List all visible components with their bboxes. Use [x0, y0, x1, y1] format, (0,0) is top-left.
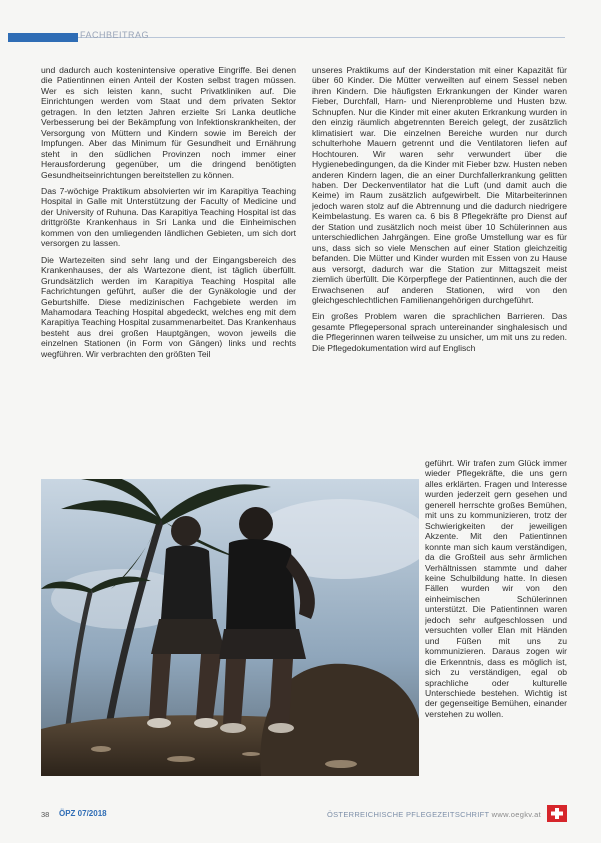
paragraph: Das 7-wöchige Praktikum absolvierten wir im Karapitiya Teaching Hospital in Galle mit Unterstützung der Faculty of Medicine und der University of Ruhuna. Das Karapitiya Teaching Hospital ist das drittgrößte Krankenhaus in Sri Lanka und die Einheimischen kommen von den umliegenden ländlichen Gebieten, um sich dort versorgen zu lassen. — [41, 185, 296, 249]
paragraph: Die Wartezeiten sind sehr lang und der Eingangsbereich des Krankenhauses, der als Wartezone dient, ist täglich überfüllt. Grundsätzlich werden im Karapitiya Teaching Hospital alle Fachrichtungen geführt, außer die der Gynäkologie und der Geburtshilfe. Diese medizinischen Fachgebiete werden im Mahamodara Teaching Hospital abgedeckt, welches eng mit dem Karapitiya Teaching Hospital zusammenarbeitet. Das Krankenhaus besteht aus drei großen Hauptgängen, wovon jeweils die einzelnen Stationen (in Form von Gängen) links und rechts wegführen. Wir verbrachten den größten Teil — [41, 254, 296, 359]
photo-two-people-palms — [41, 479, 419, 776]
page-number: 38 — [41, 810, 50, 819]
paragraph: geführt. Wir trafen zum Glück immer wieder Pflegekräfte, die uns gern alles erklärten. Fragen und Interesse wurden jederzeit gern gesehen und generell herrschte großes Bemühen, mit uns zu kommunizieren, trotz der Schwierigkeiten der jeweiligen Akzente. Mit den Patientinnen konnte man sich kaum verständigen, da die Großteil aus sehr ärmlichen Verhältnissen stammte und daher keine Schulbildung hatte. In diesen Fällen wurden wir von den einheimischen Schülerinnen unterstützt. Die Patientinnen waren jedoch sehr aufgeschlossen und versuchten voller Elan mit Händen und Füßen mit uns zu kommunizieren. Daraus zogen wir die Erkenntnis, dass es möglich ist, sich zu verständigen, egal ob sprachliche oder kulturelle Unterschiede bestehen. Wichtig ist der gegenseitige Bemühen, einander verstehen zu wollen. — [425, 458, 567, 719]
magazine-issue: ÖPZ 07/2018 — [59, 809, 107, 818]
photo-illustration — [41, 479, 419, 776]
journal-name: ÖSTERREICHISCHE PFLEGEZEITSCHRIFT — [327, 810, 490, 819]
cross-icon — [550, 807, 564, 820]
header-accent-bar — [8, 33, 78, 42]
page-footer — [41, 808, 567, 822]
right-column — [312, 65, 567, 458]
section-label: FACHBEITRAG — [80, 30, 150, 40]
left-column — [41, 65, 296, 475]
right-lower-column — [425, 458, 567, 778]
cross-logo-icon — [547, 805, 567, 822]
journal-url[interactable]: www.oegkv.at — [491, 810, 541, 819]
header-rule — [78, 37, 565, 38]
paragraph: und dadurch auch kostenintensive operative Eingriffe. Bei denen die Patientinnen einen Anteil der Kosten selbst tragen müssen. Wer es sich leisten kann, sucht Privatkliniken auf. Die Einrichtungen werden vom Staat und dem privaten Sektor getragen. In den letzten Jahren erzielte Sri Lanka deutliche Verbesserung bei der Bekämpfung von Infektionskrankheiten, der Versorgung von Müttern und Kindern sowie im Bereich der Impfungen. Aber das Minimum für Gesundheit und Ernährung steht in den südlichen Provinzen noch immer einer Herausforderung gegenüber, um die dringend benötigten Gesundheitseinrichtungen bereitstellen zu können. — [41, 65, 296, 180]
paragraph: unseres Praktikums auf der Kinderstation mit einer Kapazität für über 60 Kinder. Die Mütter verweilten auf einem Sessel neben ihren Kindern. Die häufigsten Erkrankungen der Kinder waren Fieber, Durchfall, Harn- und Nierenprobleme und Husten bzw. Schnupfen. Nur die Kinder mit einer akuten Erkrankung wurden in den einzig räumlich abgetrennten Bereich gelegt, der zusätzlich klimatisiert war. Die einzelnen Bereiche wurden nur durch schulterhohe Mauern getrennt und die Ventilatoren liefen auf Hochtouren. Wir waren sehr verwundert über die Hygienebedingungen, da die Kinder mit Fieber bzw. Husten neben anderen Kindern lagen, die an einer Durchfallerkrankung gelitten haben. Der Deckenventilator hat die Luft (und damit auch die Keime) im Raum zusätzlich aufgewirbelt. Die Mitarbeiterinnen jedoch waren stolz auf die Abtrennung und die dadurch niedrigere Keimbelastung. Es waren ca. 6 bis 8 Pflegekräfte pro Dienst auf der Station und zusätzlich noch meist über 10 Schülerinnen aus unterschiedlichen Jahrgängen. Eine große Umstellung war es für uns, dass sich so viele Menschen auf einer Station gleichzeitig befanden. Die Mütter und Kinder wurden mit Essen von zu Hause aus versorgt, dadurch war die Station zur Mittagszeit meist ziemlich überfüllt. Die Körperpflege der Patientinnen, auch die der Erwachsenen auf anderen Stationen, wird von den gleichgeschlechtlichen Familienangehörigen durchgeführt. — [312, 65, 567, 305]
journal-title — [327, 810, 541, 819]
paragraph: Ein großes Problem waren die sprachlichen Barrieren. Das gesamte Pflegepersonal sprach untereinander singhalesisch und die Pflegerinnen waren teilweise zu unsicher, um mit uns zu reden. Die Pflegedokumentation wird auf Englisch — [312, 311, 567, 353]
